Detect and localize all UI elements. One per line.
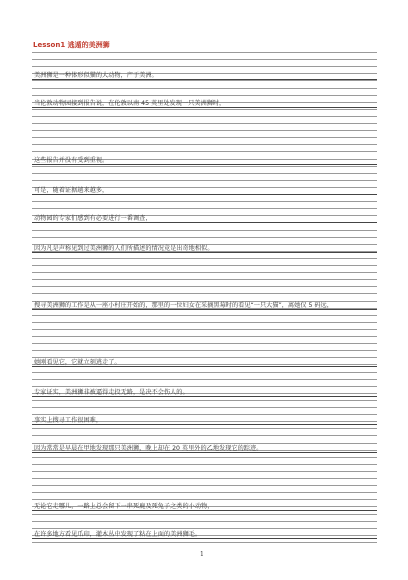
rule-line	[32, 428, 377, 429]
page-number: 1	[200, 551, 204, 558]
sentence-baseline	[32, 222, 377, 223]
rule-line	[32, 400, 377, 401]
rule-line	[32, 95, 377, 96]
rule-line	[32, 514, 377, 515]
sentence-baseline	[32, 309, 377, 310]
rule-line	[32, 464, 377, 465]
rule-line	[32, 180, 377, 181]
rule-line	[32, 201, 377, 202]
rule-line	[32, 343, 377, 344]
rule-line	[32, 272, 377, 273]
sentence-11: 因为常常是早晨在甲地发现那只美洲狮，晚上却在 20 英里外的乙地发现它的踪迹。	[34, 445, 263, 452]
sentence-baseline	[32, 107, 377, 108]
sentence-13: 在许多地方看见爪印，灌木丛中发现了粘在上面的美洲狮毛。	[34, 531, 202, 538]
rule-line	[32, 151, 377, 152]
rule-line	[32, 521, 377, 522]
sentence-8: 她刚看见它，它就立刻逃走了。	[34, 359, 121, 366]
rule-line	[32, 116, 377, 117]
rule-line	[32, 123, 377, 124]
rule-line	[32, 230, 377, 231]
rule-line	[32, 492, 377, 493]
rule-line	[32, 137, 377, 138]
rule-line	[32, 258, 377, 259]
rule-line	[32, 286, 377, 287]
rule-line	[32, 59, 377, 60]
sentence-baseline	[32, 452, 377, 453]
rule-line	[32, 457, 377, 458]
sentence-baseline	[32, 424, 377, 425]
sentence-baseline	[32, 194, 377, 195]
rule-line	[32, 144, 377, 145]
rule-line	[32, 279, 377, 280]
sentence-baseline	[32, 164, 377, 165]
rule-line	[32, 109, 377, 110]
sentence-6: 因为凡是声称见到过美洲狮的人们所描述的情况竟是出奇地相似。	[34, 245, 214, 252]
sentence-baseline	[32, 510, 377, 511]
sentence-10: 事实上搜寻工作很困难，	[34, 417, 103, 424]
rule-line	[32, 478, 377, 479]
rule-line	[32, 315, 377, 316]
sentence-baseline	[32, 252, 377, 253]
sentence-12: 无论它走哪儿，一路上总会留下一串死鹿及死兔子之类的小动物，	[34, 503, 214, 510]
rule-line	[32, 435, 377, 436]
rule-line	[32, 485, 377, 486]
sentence-baseline	[32, 79, 377, 80]
rule-line	[32, 88, 377, 89]
rule-line	[32, 130, 377, 131]
sentence-baseline	[32, 538, 377, 539]
sentence-5: 动物园的专家们感到有必要进行一番调查，	[34, 215, 152, 222]
lesson-title: Lesson1 逃遁的美洲狮	[33, 41, 110, 49]
rule-line	[32, 166, 377, 167]
rule-line	[32, 265, 377, 266]
rule-line	[32, 336, 377, 337]
sentence-7: 搜寻美洲狮的工作是从一座小村庄开始的，那里的一位妇女在采摘黑莓时的看见“一只大猫”，离她仅 5 码远，	[34, 302, 333, 309]
rule-line	[32, 407, 377, 408]
rule-line	[32, 52, 377, 53]
sentence-3: 这些报告并没有受到重视。	[34, 157, 109, 164]
sentence-9: 专家证实，美洲狮非被逼得走投无路，是决不会伤人的。	[34, 389, 189, 396]
rule-line	[32, 80, 377, 81]
rule-line	[32, 471, 377, 472]
rule-line	[32, 372, 377, 373]
rule-line	[32, 173, 377, 174]
rule-line	[32, 293, 377, 294]
sentence-1: 美洲狮是一种体形似猫的大动物，产于美洲。	[34, 72, 158, 79]
rule-line	[32, 542, 377, 543]
rule-line	[32, 350, 377, 351]
rule-line	[32, 379, 377, 380]
sentence-baseline	[32, 366, 377, 367]
rule-line	[32, 208, 377, 209]
rule-line	[32, 322, 377, 323]
sentence-baseline	[32, 396, 377, 397]
rule-line	[32, 66, 377, 67]
sentence-4: 可是，随着证据越来越多，	[34, 187, 109, 194]
rule-line	[32, 329, 377, 330]
sentence-2: 当伦敦动物园接到报告说，在伦敦以南 45 英里处发现一只美洲狮时，	[34, 100, 226, 107]
rule-line	[32, 237, 377, 238]
